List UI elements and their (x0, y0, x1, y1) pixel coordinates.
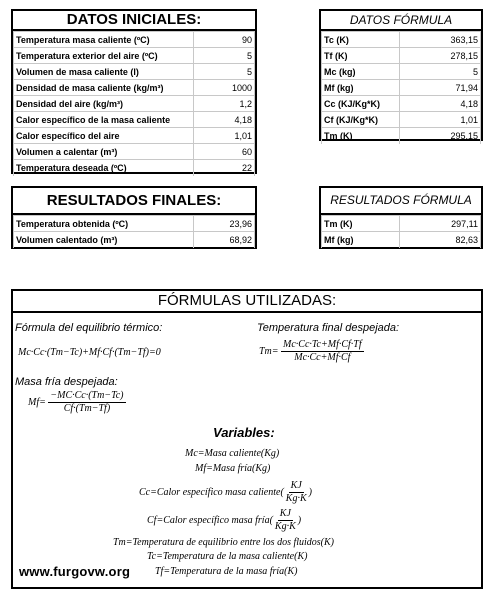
table-row (322, 96, 481, 112)
tfinal-lhs: Tm= (259, 345, 279, 357)
masa-numerator: −MC·Cc·(Tm−Tc) (50, 390, 124, 401)
masa-heading: Masa fría despejada: (15, 376, 118, 388)
cf-unit-den: Kg·K (274, 521, 296, 532)
tfinal-fraction (281, 339, 364, 364)
row-label: Densidad de masa caliente (kg/m³) (14, 80, 194, 96)
row-value: 71,94 (400, 80, 481, 96)
row-value: 5 (194, 48, 255, 64)
row-value: 295,15 (400, 128, 481, 144)
row-label: Temperatura obtenida (ºC) (14, 216, 194, 232)
row-label: Cc (KJ/Kg*K) (322, 96, 400, 112)
cf-unit-num: KJ (279, 508, 291, 519)
row-label: Tm (K) (322, 216, 400, 232)
watermark-text: www.furgovw.org (19, 564, 131, 579)
formulas-title: FÓRMULAS UTILIZADAS: (13, 291, 481, 313)
row-value: 23,96 (194, 216, 255, 232)
row-value: 90 (194, 32, 255, 48)
resultados-finales-table (13, 215, 255, 248)
resultados-formula-panel (319, 186, 483, 249)
masa-equation (28, 390, 126, 415)
var-mc: Mc=Masa caliente(Kg) (185, 448, 280, 459)
var-cc: Cc=Calor específico masa caliente( $\frac{KJ}{Kg\cdot K}$ ) (139, 480, 312, 504)
tfinal-denominator: Mc·Cc+Mf·Cf (294, 352, 351, 363)
table-row (14, 32, 255, 48)
row-label: Tc (K) (322, 32, 400, 48)
table-row (14, 48, 255, 64)
table-row (14, 64, 255, 80)
row-value: 60 (194, 144, 255, 160)
var-tm: Tm=Temperatura de equilibrio entre los dos fluidos(K) (113, 537, 335, 548)
table-row (14, 80, 255, 96)
var-mf: Mf=Masa fría(Kg) (195, 463, 271, 474)
row-value: 68,92 (194, 232, 255, 248)
tfinal-heading: Temperatura final despejada: (257, 322, 400, 334)
row-label: Densidad del aire (kg/m³) (14, 96, 194, 112)
row-label: Calor específico de la masa caliente (14, 112, 194, 128)
datos-iniciales-table (13, 31, 255, 176)
resultados-formula-title: RESULTADOS FÓRMULA (321, 188, 481, 215)
table-row (14, 128, 255, 144)
table-row (322, 80, 481, 96)
row-label: Volumen de masa caliente (l) (14, 64, 194, 80)
var-cf: Cf=Calor específico masa fría( $\frac{KJ}{Kg\cdot K}$ ) (147, 508, 302, 532)
table-row (14, 232, 255, 248)
row-value: 82,63 (400, 232, 481, 248)
row-label: Temperatura deseada (ºC) (14, 160, 194, 176)
datos-iniciales-title: DATOS INICIALES: (13, 11, 255, 31)
table-row (322, 216, 481, 232)
cc-unit-den: Kg·K (285, 493, 307, 504)
var-cc-text: Cc=Calor específico masa caliente (139, 486, 281, 498)
variables-title: Variables: (213, 425, 275, 440)
row-value: 4,18 (400, 96, 481, 112)
row-value: 278,15 (400, 48, 481, 64)
cc-unit-fraction (284, 480, 309, 505)
datos-formula-title: DATOS FÓRMULA (321, 11, 481, 31)
row-label: Mf (kg) (322, 80, 400, 96)
row-label: Temperatura masa caliente (ºC) (14, 32, 194, 48)
table-row (322, 32, 481, 48)
row-value: 4,18 (194, 112, 255, 128)
row-value: 22 (194, 160, 255, 176)
table-row (322, 232, 481, 248)
table-row (322, 112, 481, 128)
var-cf-text: Cf=Calor específico masa fría (147, 514, 270, 526)
row-label: Cf (KJ/Kg*K) (322, 112, 400, 128)
formulas-panel (11, 289, 483, 589)
masa-denominator: Cf·(Tm−Tf) (63, 403, 111, 414)
row-label: Tf (K) (322, 48, 400, 64)
row-label: Volumen calentado (m³) (14, 232, 194, 248)
equilibrio-heading: Fórmula del equilibrio térmico: (15, 322, 163, 334)
table-row (322, 128, 481, 144)
row-label: Calor específico del aire (14, 128, 194, 144)
datos-formula-panel (319, 9, 483, 141)
table-row (322, 48, 481, 64)
table-row (14, 160, 255, 176)
tfinal-equation (259, 339, 364, 364)
masa-lhs: Mf= (28, 396, 46, 408)
row-label: Volumen a calentar (m³) (14, 144, 194, 160)
table-row (322, 64, 481, 80)
table-row (14, 144, 255, 160)
cc-unit-num: KJ (290, 480, 302, 491)
table-row (14, 216, 255, 232)
row-value: 1,2 (194, 96, 255, 112)
row-value: 297,11 (400, 216, 481, 232)
row-value: 1000 (194, 80, 255, 96)
table-row (14, 96, 255, 112)
equilibrio-equation: Mc·Cc·(Tm−Tc)+Mf·Cf·(Tm−Tf)=0 (18, 347, 161, 358)
row-label: Temperatura exterior del aire (ºC) (14, 48, 194, 64)
row-label: Mc (kg) (322, 64, 400, 80)
masa-fraction (48, 390, 125, 415)
table-row (14, 112, 255, 128)
row-value: 5 (194, 64, 255, 80)
var-tf: Tf=Temperatura de la masa fría(K) (155, 566, 298, 577)
datos-iniciales-panel (11, 9, 257, 174)
row-value: 363,15 (400, 32, 481, 48)
datos-formula-table (321, 31, 481, 144)
row-value: 1,01 (194, 128, 255, 144)
tfinal-numerator: Mc·Cc·Tc+Mf·Cf·Tf (283, 339, 362, 350)
resultados-formula-table (321, 215, 481, 248)
row-value: 5 (400, 64, 481, 80)
resultados-finales-panel (11, 186, 257, 249)
row-value: 1,01 (400, 112, 481, 128)
var-tc: Tc=Temperatura de la masa caliente(K) (147, 551, 308, 562)
row-label: Mf (kg) (322, 232, 400, 248)
resultados-finales-title: RESULTADOS FINALES: (13, 188, 255, 215)
row-label: Tm (K) (322, 128, 400, 144)
cf-unit-fraction (273, 508, 298, 533)
